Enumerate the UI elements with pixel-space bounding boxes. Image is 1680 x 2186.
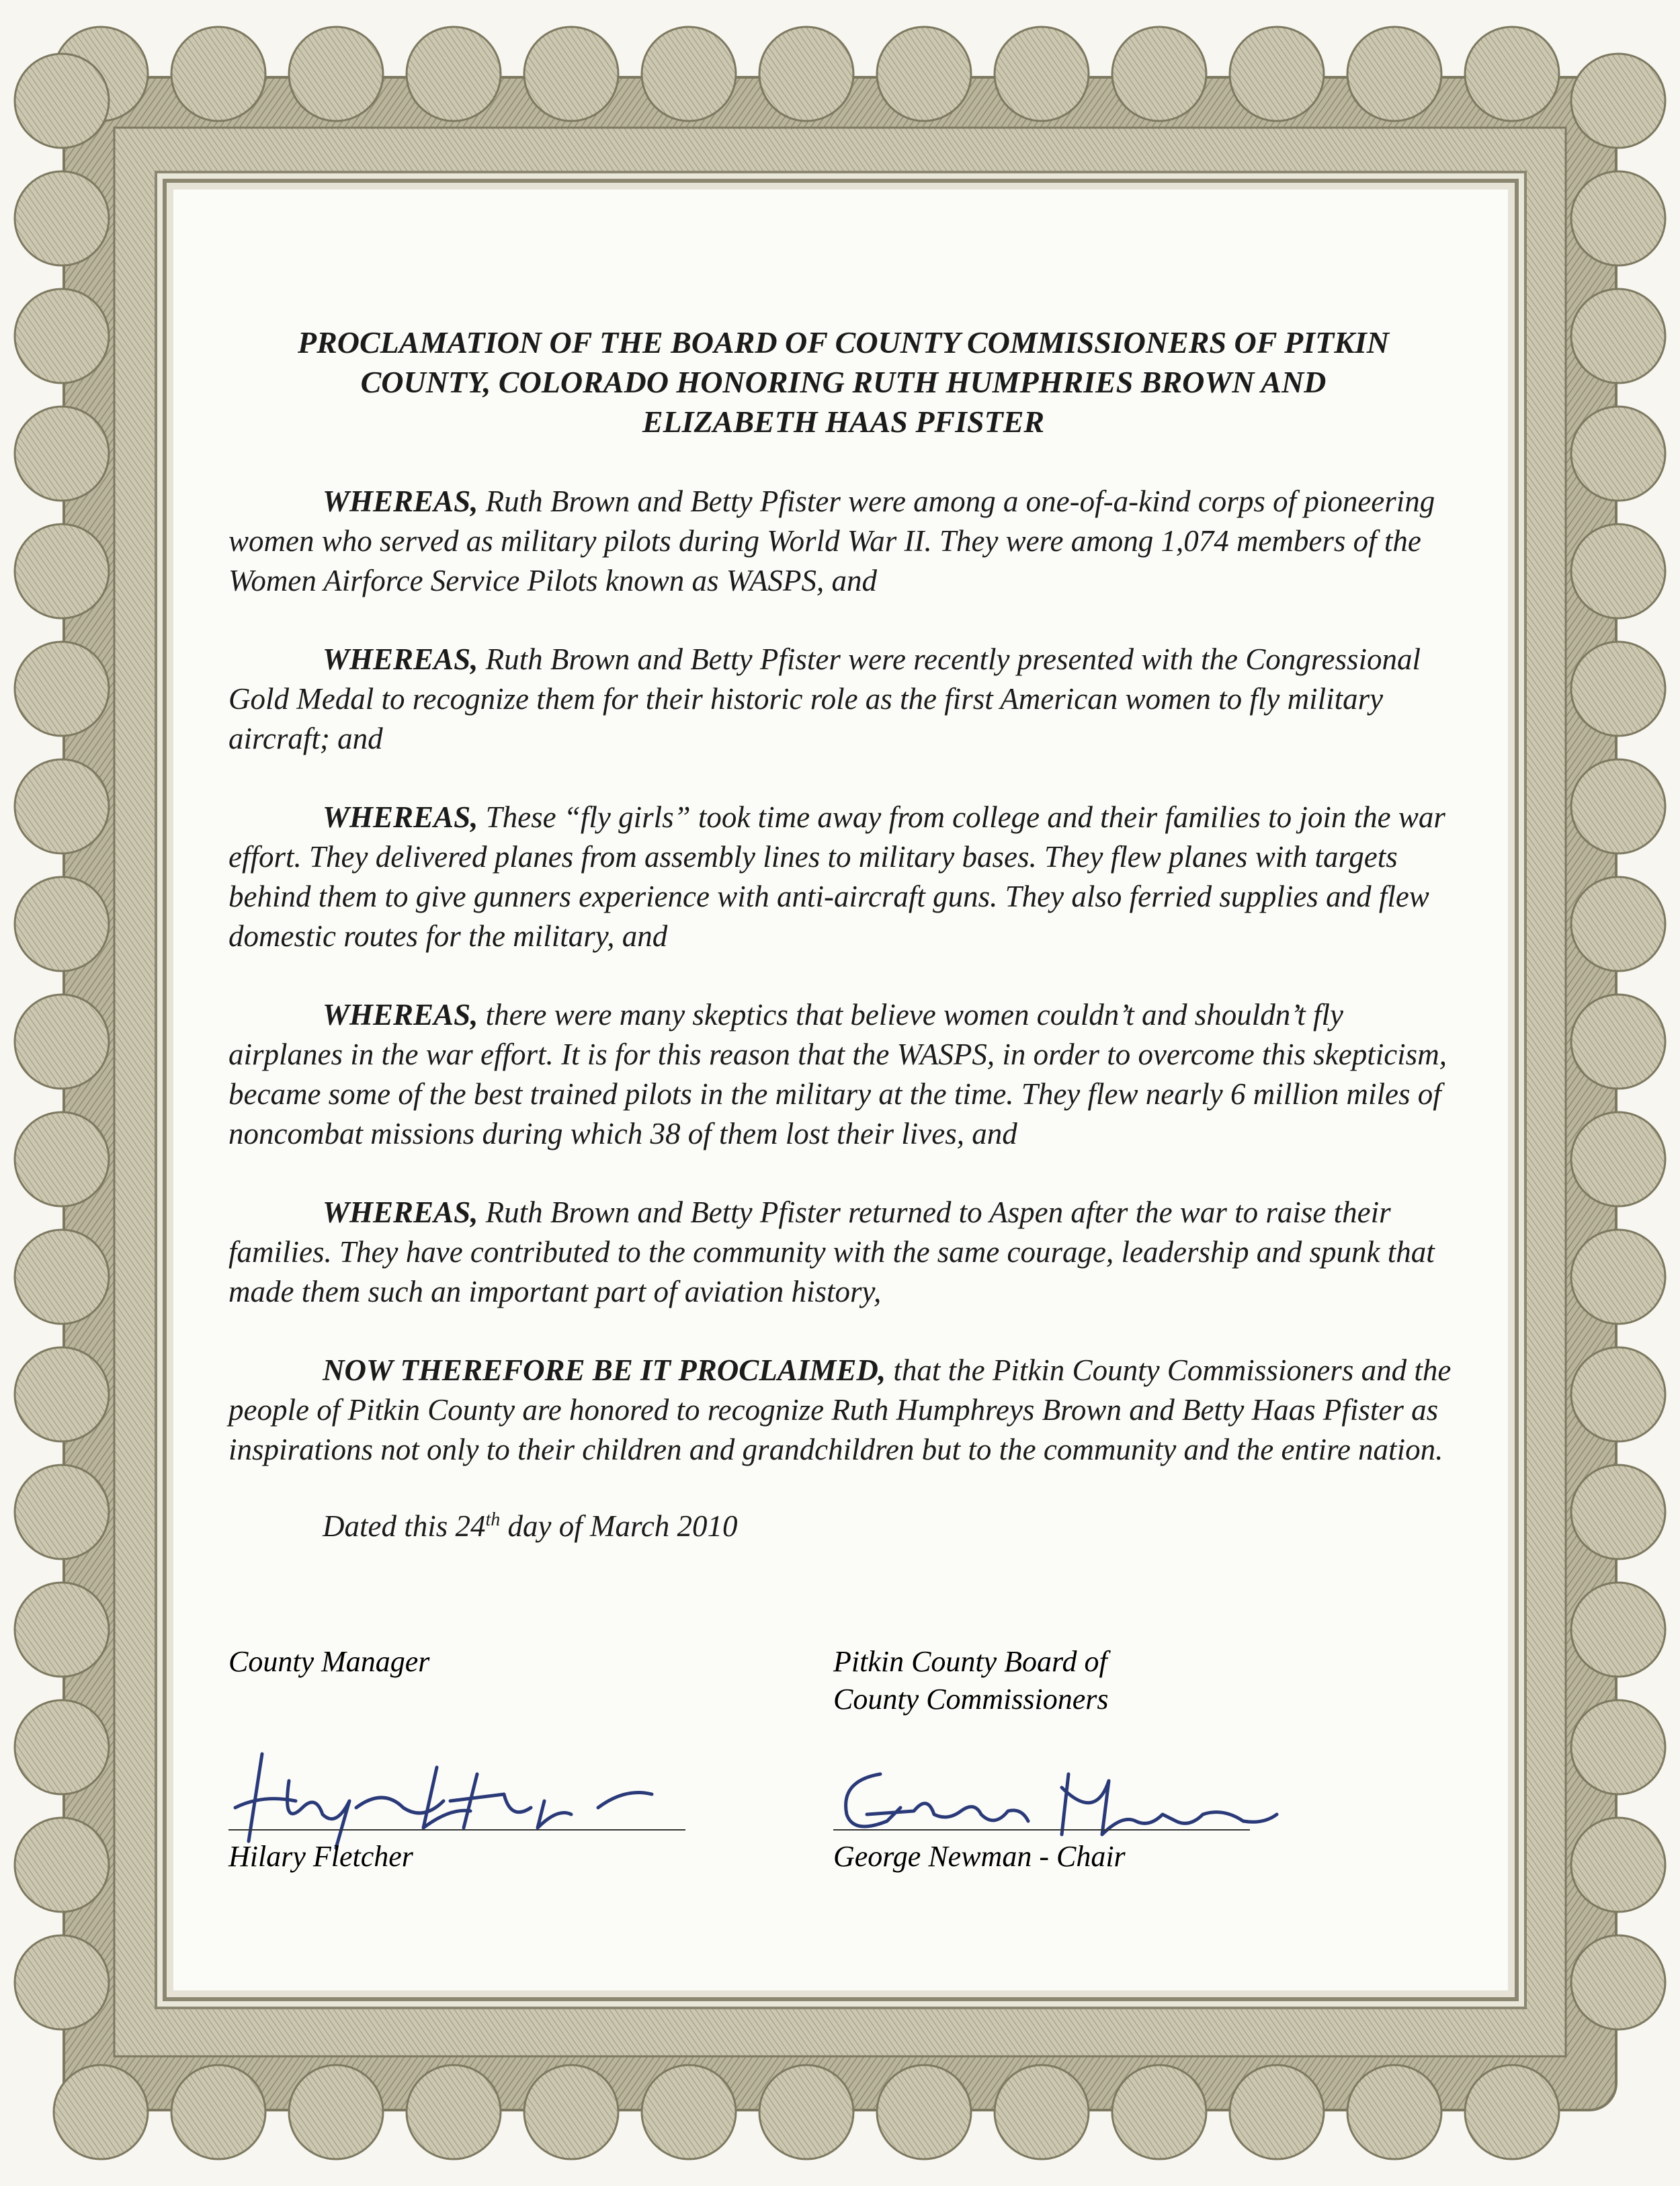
border-scallop (15, 1347, 109, 1441)
border-scallop (1112, 2065, 1206, 2159)
dated-ordinal: th (485, 1509, 501, 1530)
border-scallop (1571, 171, 1665, 265)
border-scallop (1571, 1583, 1665, 1677)
proclamation-title (228, 323, 1458, 442)
border-scallop (1465, 27, 1559, 121)
border-scallop (995, 27, 1089, 121)
border-scallop (1571, 1700, 1665, 1794)
border-scallop (15, 1818, 109, 1912)
border-scallop (759, 2065, 853, 2159)
border-scallop (15, 1112, 109, 1206)
border-scallop (524, 27, 618, 121)
border-scallop (15, 995, 109, 1089)
border-scallop (1571, 1347, 1665, 1441)
whereas-paragraph (228, 995, 1458, 1154)
border-scallop (1230, 27, 1324, 121)
paragraph-text: These “fly girls” took time away from college and their families to join the war effort. They delivered planes from assembly lines to military bases. They flew planes with targets behind them to give gunners experience with anti-aircraft guns. They also ferried supplies and flew domestic routes for the military, and (228, 800, 1445, 953)
border-scallop (1112, 27, 1206, 121)
board-title (833, 1643, 1108, 1718)
title-line: COUNTY, COLORADO HONORING RUTH HUMPHRIES BROWN AND (360, 365, 1327, 399)
dated-prefix: Dated this 24 (323, 1509, 486, 1543)
border-scallop (407, 27, 501, 121)
border-scallop (1571, 1935, 1665, 2029)
whereas-paragraph (228, 482, 1458, 601)
board-title-line: County Commissioners (833, 1683, 1109, 1716)
paragraph-text: Ruth Brown and Betty Pfister were among a one-of-a-kind corps of pioneering women who served as military pilots during World War II. They were among 1,074 members of the Women Airforce Service Pilots known as WASPS, and (228, 485, 1435, 597)
border-scallop (1230, 2065, 1324, 2159)
whereas-paragraph (228, 798, 1458, 956)
border-scallop (15, 407, 109, 501)
border-scallop (1571, 877, 1665, 971)
title-line: PROCLAMATION OF THE BOARD OF COUNTY COMMISSIONERS OF PITKIN (298, 325, 1389, 360)
border-scallop (995, 2065, 1089, 2159)
dated-rest: day of March 2010 (500, 1509, 738, 1543)
title-line: ELIZABETH HAAS PFISTER (642, 405, 1045, 439)
paragraph-text: Ruth Brown and Betty Pfister returned to Aspen after the war to raise their families. They have contributed to the community with the same courage, leadership and spunk that made them such an important part of aviation history, (228, 1195, 1435, 1308)
proclamation-paragraph (228, 1351, 1458, 1470)
border-scallop (15, 1700, 109, 1794)
border-scallop (1571, 54, 1665, 148)
paragraph-lead: WHEREAS, (323, 998, 478, 1032)
border-scallop (1571, 1465, 1665, 1559)
border-scallop (1571, 1818, 1665, 1912)
border-scallop (171, 27, 265, 121)
border-scallop (15, 54, 109, 148)
signature-line (228, 1829, 685, 1831)
border-scallop (1347, 27, 1441, 121)
border-scallop (171, 2065, 265, 2159)
border-scallop (15, 1935, 109, 2029)
paragraph-text: there were many skeptics that believe women couldn’t and shouldn’t fly airplanes in the war effort. It is for this reason that the WASPS, in order to overcome this skepticism, became some of the best trained pilots in the military at the time. They flew nearly 6 million miles of noncombat missions during which 38 of them lost their lives, and (228, 998, 1447, 1150)
border-scallop (1571, 1230, 1665, 1324)
border-scallop (877, 27, 971, 121)
paragraph-text: that the Pitkin County Commissioners and the people of Pitkin County are honored to recognize Ruth Humphreys Brown and Betty Haas Pfister as inspirations not only to their children and grandchildren but to the community and the entire nation. (228, 1353, 1452, 1466)
border-scallop (289, 27, 383, 121)
proclamation-body (228, 323, 1458, 1544)
border-scallop (1571, 642, 1665, 736)
border-scallop (1571, 759, 1665, 853)
paragraph-lead: WHEREAS, (323, 800, 478, 834)
border-scallop (1571, 1112, 1665, 1206)
border-scallop (642, 27, 736, 121)
border-scallop (524, 2065, 618, 2159)
border-scallop (15, 289, 109, 383)
county-manager-name: Hilary Fletcher (228, 1840, 413, 1873)
board-chair-name: George Newman - Chair (833, 1840, 1126, 1873)
board-title-line: Pitkin County Board of (833, 1645, 1107, 1678)
border-scallop (877, 2065, 971, 2159)
paragraph-lead: WHEREAS, (323, 485, 478, 518)
border-scallop (1571, 407, 1665, 501)
border-scallop (15, 642, 109, 736)
border-scallop (289, 2065, 383, 2159)
border-scallop (15, 1465, 109, 1559)
border-scallop (15, 759, 109, 853)
paragraph-lead: WHEREAS, (323, 1195, 478, 1229)
border-scallop (1347, 2065, 1441, 2159)
border-scallop (407, 2065, 501, 2159)
whereas-paragraph (228, 1193, 1458, 1312)
whereas-paragraph (228, 640, 1458, 759)
border-scallop (759, 27, 853, 121)
dated-line (228, 1509, 1458, 1544)
border-scallop (642, 2065, 736, 2159)
border-scallop (15, 877, 109, 971)
border-scallop (15, 1583, 109, 1677)
border-scallop (1571, 289, 1665, 383)
border-scallop (54, 2065, 148, 2159)
border-scallop (1465, 2065, 1559, 2159)
paragraph-text: Ruth Brown and Betty Pfister were recently presented with the Congressional Gold Medal to recognize them for their historic role as the first American women to fly military aircraft; and (228, 642, 1421, 755)
county-manager-title: County Manager (228, 1645, 430, 1678)
hilary-fletcher-signature (222, 1727, 692, 1855)
border-scallop (1571, 995, 1665, 1089)
paragraph-lead: WHEREAS, (323, 642, 478, 676)
paragraph-lead: NOW THEREFORE BE IT PROCLAIMED, (323, 1353, 886, 1387)
border-scallop (15, 1230, 109, 1324)
border-scallop (15, 171, 109, 265)
border-scallop (15, 524, 109, 618)
border-scallop (1571, 524, 1665, 618)
signature-line (833, 1829, 1250, 1831)
